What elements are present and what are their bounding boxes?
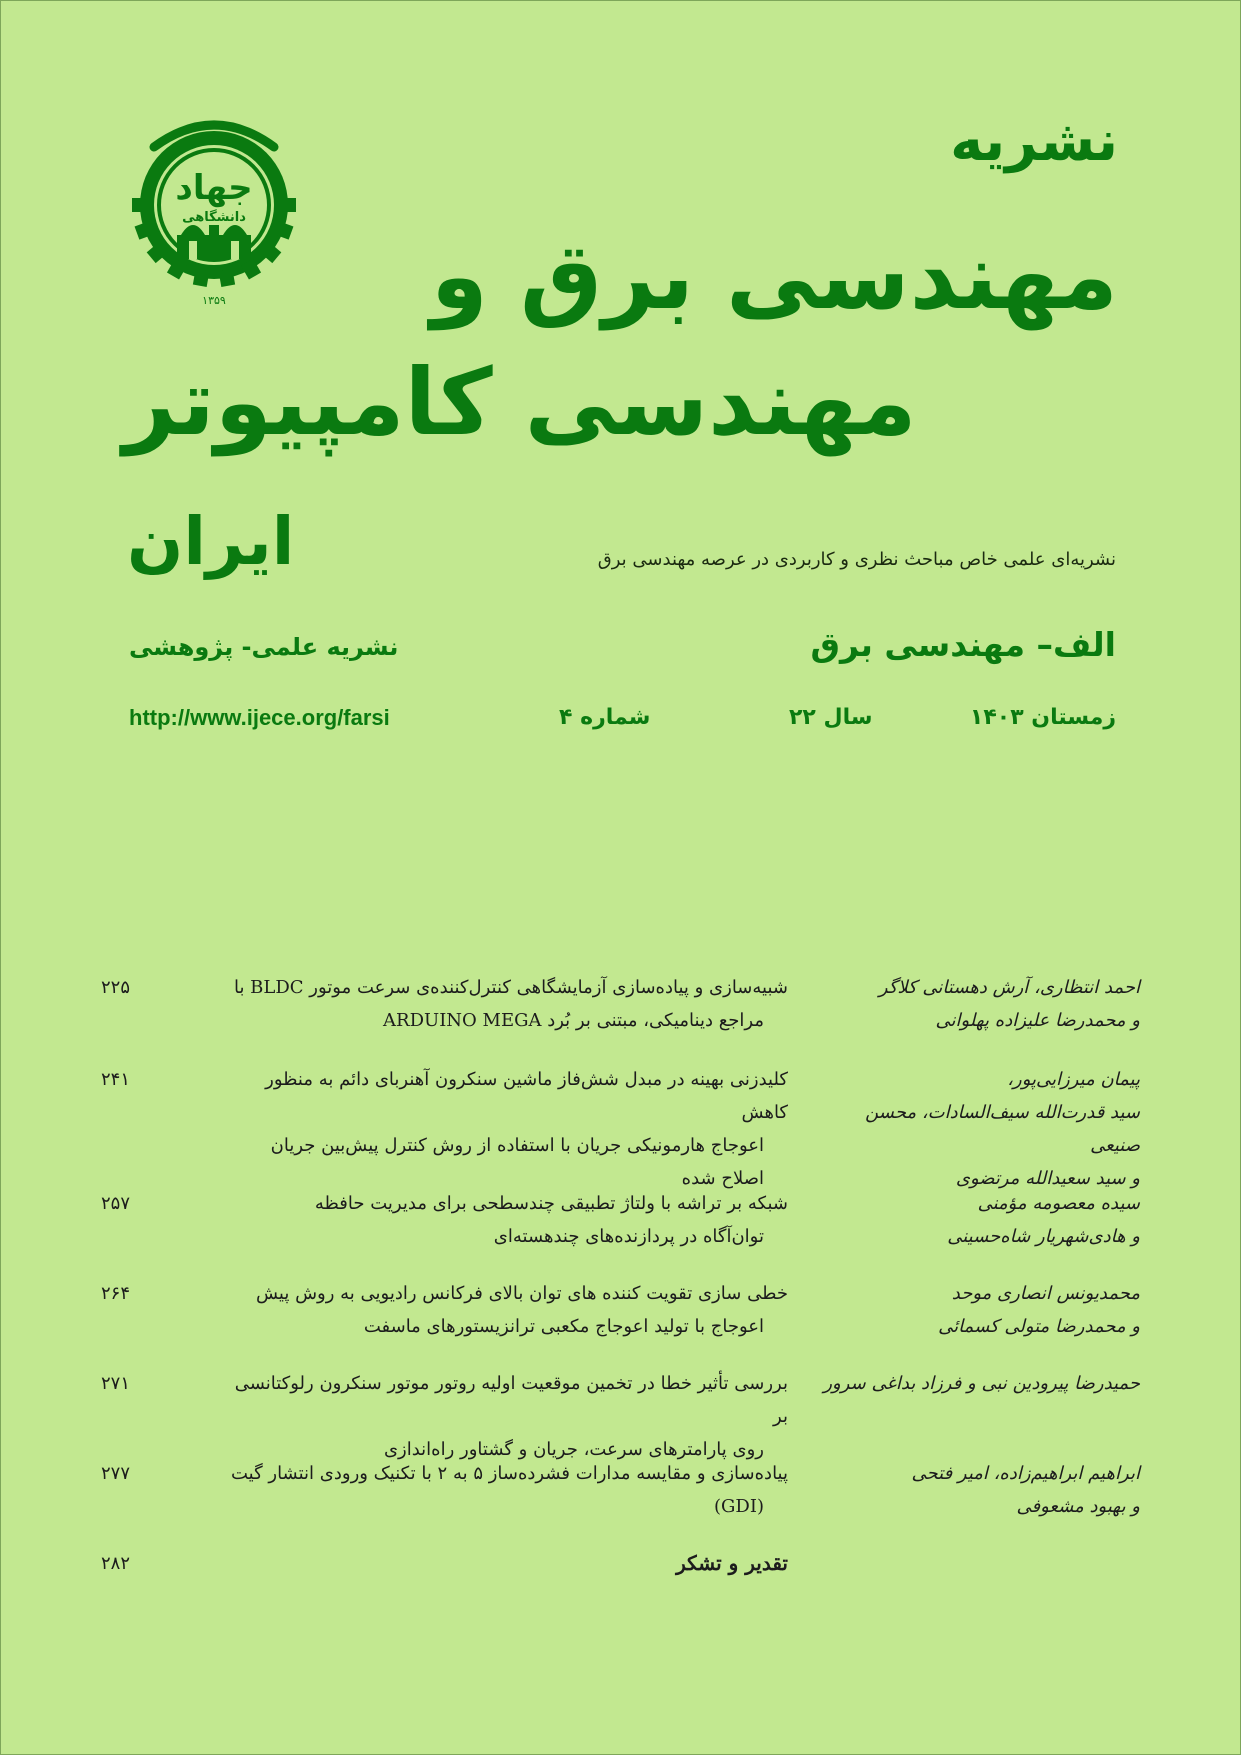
- journal-url-link[interactable]: http://www.ijece.org/farsi: [129, 705, 390, 730]
- author-line: و بهبود مشعوفی: [1016, 1496, 1140, 1517]
- logo-main-text: جهاد: [175, 168, 253, 208]
- title-line: تقدیر و تشکر: [676, 1551, 788, 1575]
- title-word-journal: نشریه: [950, 109, 1118, 174]
- toc-authors: [820, 1457, 1140, 1523]
- toc-authors: [820, 1277, 1140, 1343]
- title-line: شبکه بر تراشه با ولتاژ تطبیقی چندسطحی برای مدیریت حافظه: [314, 1193, 788, 1214]
- toc-title: [228, 1367, 788, 1466]
- title-line: مراجع دینامیکی، مبتنی بر بُرد ARDUINO MEGA: [383, 1010, 764, 1031]
- issue-number: شماره ۴: [559, 705, 651, 730]
- toc-title: [228, 1547, 788, 1580]
- toc-authors: [820, 1367, 1140, 1400]
- toc-authors: [820, 1187, 1140, 1253]
- logo-sub-text: دانشگاهی: [182, 210, 246, 225]
- toc-title: [228, 1187, 788, 1253]
- toc-page-number: ۲۷۷: [101, 1463, 131, 1484]
- author-line: احمد انتظاری، آرش دهستانی کلاگر: [878, 977, 1140, 998]
- logo-year-text: ۱۳۵۹: [202, 294, 226, 307]
- toc-page-number: ۲۴۱: [101, 1069, 131, 1090]
- author-line: و سید سعیدالله مرتضوی: [955, 1168, 1140, 1189]
- title-line: (GDI): [714, 1496, 764, 1517]
- issue-season: زمستان ۱۴۰۳: [969, 705, 1116, 730]
- title-line: روی پارامترهای سرعت، جریان و گشتاور راه‌اندازی: [383, 1439, 764, 1460]
- title-line: پیاده‌سازی و مقایسه مدارات فشرده‌ساز ۵ به ۲ با تکنیک ورودی انتشار گیت: [230, 1463, 788, 1484]
- toc-title: [228, 971, 788, 1037]
- toc-authors: [820, 1063, 1140, 1195]
- author-line: و محمدرضا متولی کسمائی: [938, 1316, 1140, 1337]
- toc-page-number: ۲۷۱: [101, 1373, 131, 1394]
- toc-title: [228, 1457, 788, 1523]
- title-line: خطی سازی تقویت کننده های توان بالای فرکانس رادیویی به روش پیش: [255, 1283, 788, 1304]
- title-line-iran: ایران: [127, 503, 295, 580]
- title-line: کلیدزنی بهینه در مبدل شش‌فاز ماشین سنکرون آهنربای دائم به منظور کاهش: [265, 1069, 788, 1123]
- journal-type-label: نشریه علمی- پژوهشی: [129, 633, 399, 661]
- author-line: و محمدرضا علیزاده پهلوانی: [935, 1010, 1140, 1031]
- section-label: الف– مهندسی برق: [810, 625, 1116, 664]
- title-line: شبیه‌سازی و پیاده‌سازی آزمایشگاهی کنترل‌کننده‌ی سرعت موتور BLDC با: [233, 977, 788, 998]
- author-line: سید قدرت‌الله سیف‌السادات، محسن صنیعی: [865, 1102, 1140, 1156]
- title-line: اعوجاج با تولید اعوجاج مکعبی ترانزیستورهای ماسفت: [363, 1316, 764, 1337]
- title-line-computer: مهندسی کامپیوتر: [123, 349, 917, 456]
- author-line: سیده معصومه مؤمنی: [977, 1193, 1140, 1214]
- toc-page-number: ۲۶۴: [101, 1283, 131, 1304]
- toc-page-number: ۲۲۵: [101, 977, 131, 998]
- toc-authors: [820, 971, 1140, 1037]
- toc-title: [228, 1063, 788, 1195]
- journal-tagline: نشریه‌ای علمی خاص مباحث نظری و کاربردی در عرصه مهندسی برق: [597, 549, 1116, 570]
- author-line: پیمان میرزایی‌پور،: [1007, 1069, 1140, 1090]
- author-line: محمدیونس انصاری موحد: [951, 1283, 1140, 1304]
- issue-year: سال ۲۲: [789, 705, 873, 730]
- title-line: اعوجاج هارمونیکی جریان با استفاده از روش کنترل پیش‌بین جریان: [270, 1135, 764, 1156]
- jahad-daneshgahi-logo-icon: [119, 107, 309, 313]
- toc-page-number: ۲۸۲: [101, 1553, 131, 1574]
- title-line: توان‌آگاه در پردازنده‌های چندهسته‌ای: [493, 1226, 764, 1247]
- title-line-electrical: مهندسی برق و: [430, 223, 1118, 330]
- author-line: و هادی‌شهریار شاه‌حسینی: [947, 1226, 1140, 1247]
- title-line: اصلاح شده: [681, 1168, 764, 1189]
- title-line: بررسی تأثیر خطا در تخمین موقعیت اولیه روتور موتور سنکرون رلوکتانسی بر: [234, 1373, 788, 1427]
- author-line: حمیدرضا پیرودین نبی و فرزاد بداغی سرور: [823, 1373, 1140, 1394]
- author-line: ابراهیم ابراهیم‌زاده، امیر فتحی: [911, 1463, 1140, 1484]
- toc-title: [228, 1277, 788, 1343]
- toc-page-number: ۲۵۷: [101, 1193, 131, 1214]
